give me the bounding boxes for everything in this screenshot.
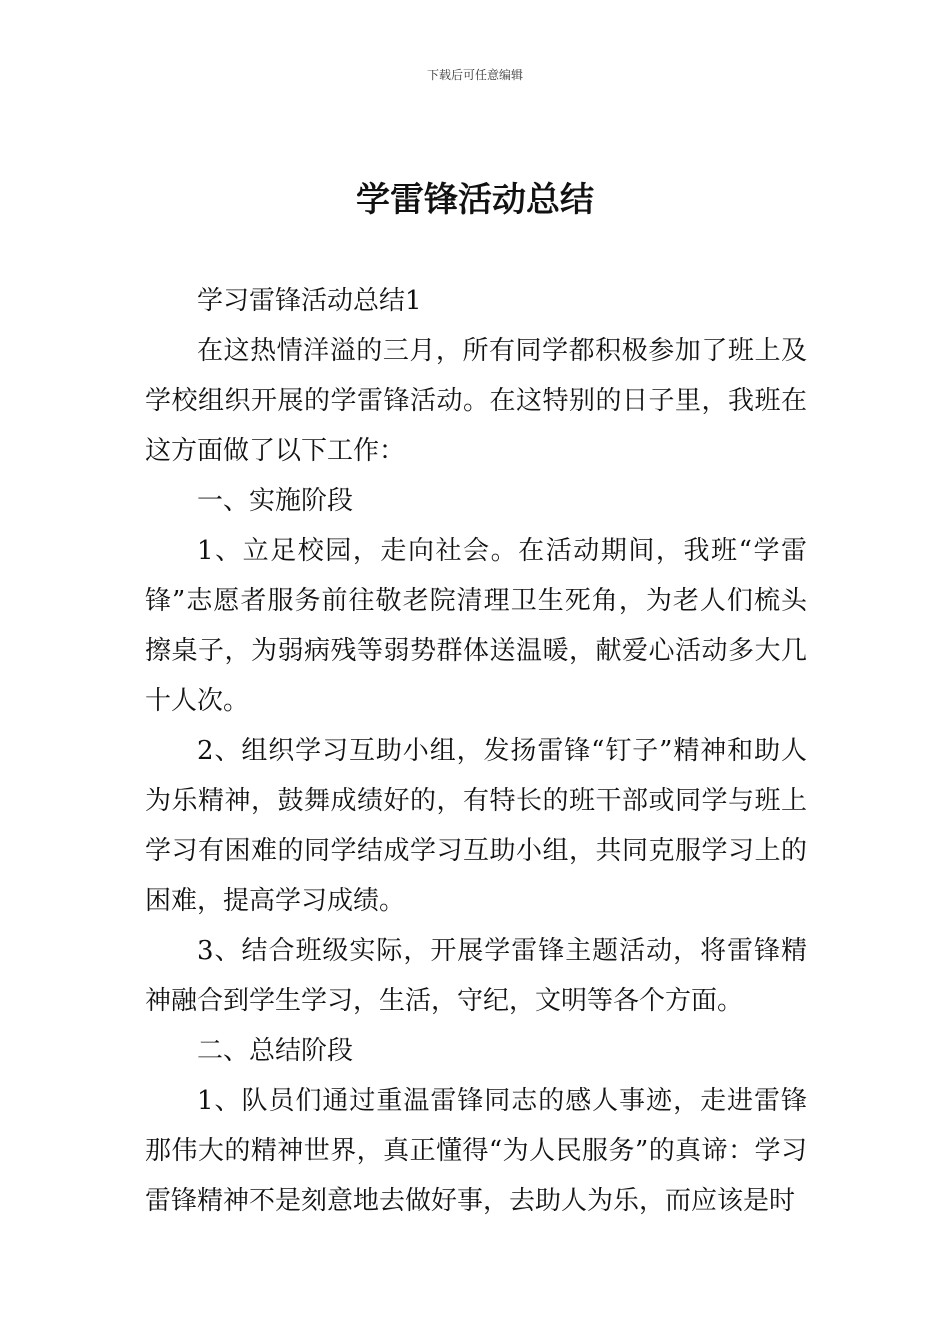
paragraph: 1、队员们通过重温雷锋同志的感人事迹，走进雷锋那伟大的精神世界，真正懂得“为人民服务”的真谛：学习雷锋精神不是刻意地去做好事，去助人为乐，而应该是时 [145, 1086, 807, 1216]
paragraph: 3、结合班级实际，开展学雷锋主题活动，将雷锋精神融合到学生学习，生活，守纪，文明等各个方面。 [145, 936, 807, 1016]
section-heading: 学习雷锋活动总结1 [197, 286, 422, 316]
section-heading: 一、实施阶段 [197, 486, 354, 516]
document-title: 学雷锋活动总结 [356, 180, 594, 220]
section-heading: 二、总结阶段 [197, 1036, 354, 1066]
paragraph: 1、立足校园，走向社会。在活动期间，我班“学雷锋”志愿者服务前往敬老院清理卫生死角，为老人们梳头擦桌子，为弱病残等弱势群体送温暖，献爱心活动多大几十人次。 [145, 536, 807, 716]
paragraph: 2、组织学习互助小组，发扬雷锋“钉子”精神和助人为乐精神，鼓舞成绩好的，有特长的班干部或同学与班上学习有困难的同学结成学习互助小组，共同克服学习上的困难，提高学习成绩。 [145, 736, 807, 916]
paragraph: 在这热情洋溢的三月，所有同学都积极参加了班上及学校组织开展的学雷锋活动。在这特别的日子里，我班在这方面做了以下工作： [145, 336, 807, 466]
header-note: 下载后可任意编辑 [426, 68, 523, 82]
document-body [145, 276, 807, 1226]
